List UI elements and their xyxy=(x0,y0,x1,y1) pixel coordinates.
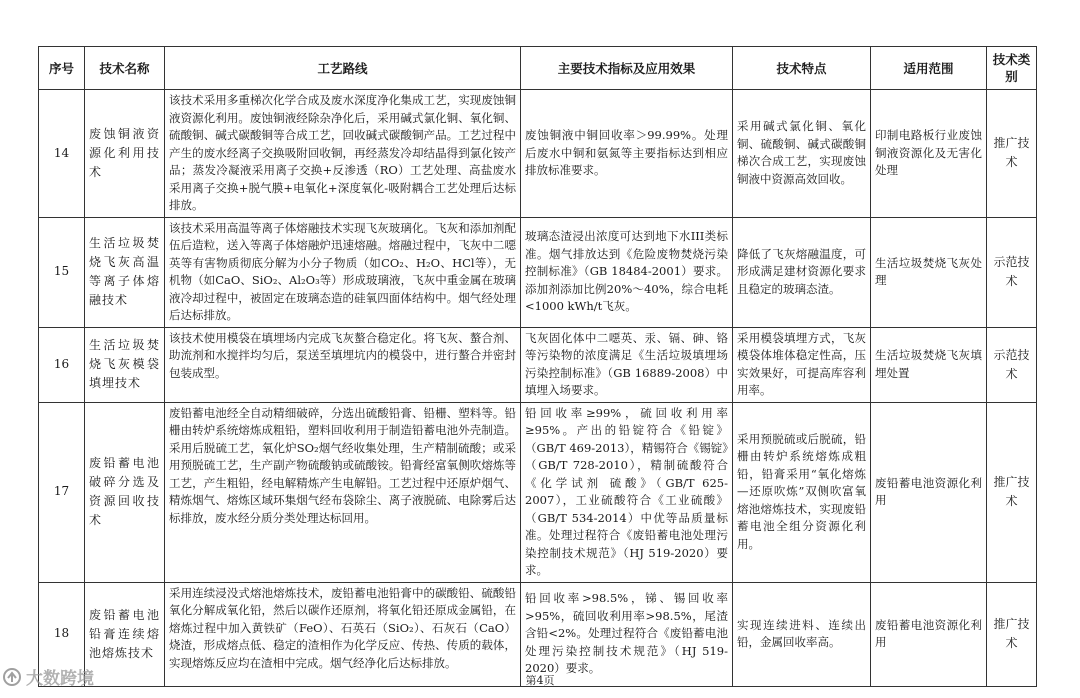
header-row xyxy=(39,47,1037,90)
row-name: 生活垃圾焚烧飞灰高温等离子体熔融技术 xyxy=(85,217,165,327)
row-type: 示范技术 xyxy=(987,217,1037,327)
header-scope: 适用范围 xyxy=(871,47,987,90)
row-route: 该技术采用高温等离子体熔融技术实现飞灰玻璃化。飞灰和添加剂配伍后造粒，送入等离子体熔融炉迅速熔融。熔融过程中，飞灰中二噁英等有害物质彻底分解为小分子物质（如CO₂、H₂O、HCl等），无机物（如CaO、SiO₂、Al₂O₃等）形成玻璃液，飞灰中重金属在玻璃液冷却过程中，被固定在玻璃态造的硅氧四面体结构中。烟气经处理后达标排放。 xyxy=(165,217,521,327)
document-sheet xyxy=(38,46,1036,676)
row-scope: 生活垃圾焚烧飞灰填埋处置 xyxy=(871,327,987,402)
row-features: 采用预脱硫或后脱硫，铅栅由转炉系统熔炼成粗铅，铅膏采用“氧化熔炼—还原吹炼”双侧吹富氧熔池熔炼技术，实现废铅蓄电池全组分资源化利用。 xyxy=(733,402,871,582)
row-seq: 14 xyxy=(39,90,85,218)
watermark xyxy=(2,664,94,689)
table-row xyxy=(39,327,1037,402)
row-scope: 废铅蓄电池资源化利用 xyxy=(871,402,987,582)
watermark-logo-icon xyxy=(2,667,22,687)
page-number: 第4页 xyxy=(525,674,555,687)
header-name: 技术名称 xyxy=(85,47,165,90)
technology-table xyxy=(38,46,1037,687)
row-name: 生活垃圾焚烧飞灰模袋填埋技术 xyxy=(85,327,165,402)
header-features: 技术特点 xyxy=(733,47,871,90)
row-type: 推广技术 xyxy=(987,402,1037,582)
row-seq: 15 xyxy=(39,217,85,327)
table-row xyxy=(39,90,1037,218)
row-effect: 玻璃态渣浸出浓度可达到地下水III类标准。烟气排放达到《危险废物焚烧污染控制标准》（GB 18484-2001）要求。添加剂添加比例20%～40%，综合电耗<1000 kWh/t飞灰。 xyxy=(521,217,733,327)
row-route: 废铅蓄电池经全自动精细破碎，分选出硫酸铅膏、铅栅、塑料等。铅栅由转炉系统熔炼成粗铅，塑料回收利用于制造铅蓄电池外壳制造。采用后脱硫工艺，氧化炉SO₂烟气经收集处理，生产精制硫酸；或采用预脱硫工艺，生产副产物硫酸钠或硫酸铵。铅膏经富氧侧吹熔炼等工艺，产生粗铅，经电解精炼产生电解铅。工艺过程中还原炉烟气、精炼烟气、熔炼区域环集烟气经布袋除尘、离子液脱硫、电除雾后达标排放，废水经分质分类处理达标回用。 xyxy=(165,402,521,582)
row-name: 废铅蓄电池破碎分选及资源回收技术 xyxy=(85,402,165,582)
row-route: 该技术使用模袋在填埋场内完成飞灰螯合稳定化。将飞灰、螯合剂、助流剂和水搅拌均匀后，泵送至填埋坑内的模袋中，进行螯合并密封包装成型。 xyxy=(165,327,521,402)
watermark-text: 大数跨境 xyxy=(26,669,94,689)
header-route: 工艺路线 xyxy=(165,47,521,90)
table-row xyxy=(39,217,1037,327)
row-route: 该技术采用多重梯次化学合成及废水深度净化集成工艺，实现废蚀铜液资源化利用。废蚀铜液经除杂净化后，采用碱式氯化铜、氧化铜、硫酸铜、碱式碳酸铜等合成工艺，回收碱式碳酸铜产品。工艺过程中产生的废水经离子交换吸附回收铜，再经蒸发冷却结晶得到氯化铵产品；蒸发冷凝液采用离子交换+反渗透（RO）工艺处理、高盐废水采用离子交换+脱气膜+电氧化+深度氧化-吸附耦合工艺处理后达标排放。 xyxy=(165,90,521,218)
row-name: 废铅蓄电池铅膏连续熔池熔炼技术 xyxy=(85,582,165,686)
row-features: 采用碱式氯化铜、氧化铜、硫酸铜、碱式碳酸铜梯次合成工艺，实现废蚀铜液中资源高效回收。 xyxy=(733,90,871,218)
table-row xyxy=(39,402,1037,582)
row-features: 采用模袋填埋方式，飞灰模袋体堆体稳定性高，压实效果好，可提高库容利用率。 xyxy=(733,327,871,402)
row-type: 推广技术 xyxy=(987,582,1037,686)
row-name: 废蚀铜液资源化利用技术 xyxy=(85,90,165,218)
row-seq: 18 xyxy=(39,582,85,686)
row-seq: 16 xyxy=(39,327,85,402)
row-seq: 17 xyxy=(39,402,85,582)
row-effect: 废蚀铜液中铜回收率＞99.99%。处理后废水中铜和氨氮等主要指标达到相应排放标准要求。 xyxy=(521,90,733,218)
row-effect: 铅回收率≥99%，硫回收利用率≥95%。产出的铅锭符合《铅锭》（GB/T 469-2013），精锡符合《锡锭》（GB/T 728-2010），精制硫酸符合《化学试剂 硫酸》（GB/T 625-2007），工业硫酸符合《工业硫酸》（GB/T 534-2014）中优等品质量标准。处理过程符合《废铅蓄电池处理污染控制技术规范》（HJ 519-2020）要求。 xyxy=(521,402,733,582)
header-type: 技术类别 xyxy=(987,47,1037,90)
row-features: 降低了飞灰熔融温度，可形成满足建材资源化要求且稳定的玻璃态渣。 xyxy=(733,217,871,327)
table-row xyxy=(39,582,1037,686)
row-scope: 生活垃圾焚烧飞灰处理 xyxy=(871,217,987,327)
row-features: 实现连续进料、连续出铅，金属回收率高。 xyxy=(733,582,871,686)
row-type: 示范技术 xyxy=(987,327,1037,402)
row-route: 采用连续浸没式熔池熔炼技术，废铅蓄电池铅膏中的碳酸铅、硫酸铅氧化分解成氧化铅，然后以碳作还原剂，将氧化铅还原成金属铅，在熔炼过程中加入黄铁矿（FeO）、石英石（SiO₂）、石灰石（CaO）烧渣，形成熔点低、稳定的渣相作为化学反应、传热、传质的载体，实现熔炼反应均在渣相中完成。烟气经净化后达标排放。 xyxy=(165,582,521,686)
header-effect: 主要技术指标及应用效果 xyxy=(521,47,733,90)
row-type: 推广技术 xyxy=(987,90,1037,218)
row-scope: 印制电路板行业废蚀铜液资源化及无害化处理 xyxy=(871,90,987,218)
header-seq: 序号 xyxy=(39,47,85,90)
row-effect: 飞灰固化体中二噁英、汞、镉、砷、铬等污染物的浓度满足《生活垃圾填埋场污染控制标准》（GB 16889-2008）中填埋入场要求。 xyxy=(521,327,733,402)
row-scope: 废铅蓄电池资源化利用 xyxy=(871,582,987,686)
row-effect: 铅回收率>98.5%，锑、锡回收率>95%，硫回收利用率>98.5%，尾渣含铅<2%。处理过程符合《废铅蓄电池处理污染控制技术规范》（HJ 519-2020）要求。 xyxy=(521,582,733,686)
